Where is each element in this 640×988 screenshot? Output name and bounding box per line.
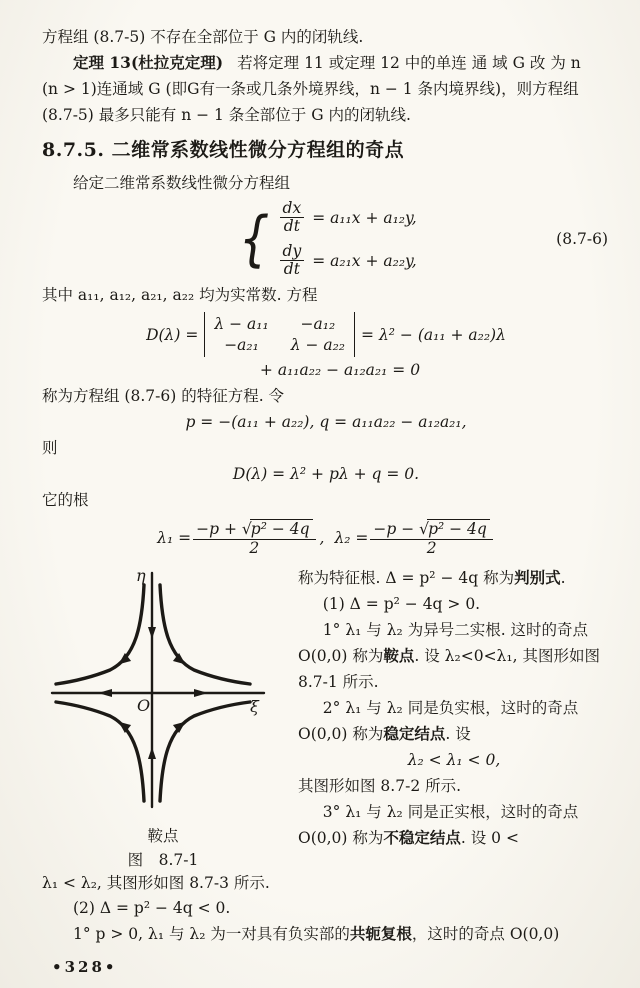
top-line-3-text: (n > 1)连通域 G (即G有一条或几条外境界线，n − 1 条内境界线)，则方程组 bbox=[42, 80, 579, 98]
determinant-matrix bbox=[204, 312, 355, 357]
fraction-denominator: dt bbox=[283, 260, 300, 279]
lambda1-num-pre: −p + √ bbox=[196, 520, 252, 539]
determinant-rhs-line-2: + a₁₁a₂₂ − a₁₂a₂₁ = 0 bbox=[259, 361, 421, 380]
roots-separator: , bbox=[319, 529, 325, 547]
xi-axis-arrow-right-icon bbox=[194, 689, 208, 697]
case-1-heading: (1) Δ = p² − 4q > 0. bbox=[322, 594, 481, 613]
bottom-line-3 bbox=[42, 921, 610, 947]
right-column bbox=[284, 565, 610, 871]
deg2-pre: 2° λ₁ 与 λ₂ 同是负实根，这时的奇点 O(0,0) 称为 bbox=[298, 698, 579, 743]
top-line-1-text: 方程组 (8.7-5) 不存在全部位于 G 内的闭轨线. bbox=[42, 28, 364, 46]
discriminant-post: . bbox=[560, 568, 566, 587]
inequality-lambda: λ₂ < λ₁ < 0, bbox=[407, 750, 501, 769]
section-heading: 8.7.5. 二维常系数线性微分方程组的奇点 bbox=[42, 139, 405, 161]
characteristic-equation: D(λ) = λ² + pλ + q = 0. bbox=[232, 465, 420, 484]
eta-axis-arrow-down-icon bbox=[148, 627, 156, 639]
case-1-deg1 bbox=[298, 617, 610, 695]
conjugate-roots-term: 共轭复根 bbox=[349, 923, 412, 943]
system-rows bbox=[278, 200, 417, 278]
eta-axis-arrow-up-icon bbox=[148, 747, 156, 759]
bottom-line-3-pre: 1° p > 0, λ₁ 与 λ₂ 为一对具有负实部的 bbox=[73, 924, 350, 943]
lambda1-denominator: 2 bbox=[249, 538, 260, 557]
top-line-4 bbox=[42, 102, 610, 128]
system-row-2 bbox=[278, 243, 417, 278]
figure-column bbox=[42, 565, 284, 871]
eta-axis-label: η bbox=[136, 565, 146, 585]
deg1-term-saddle: 鞍点 bbox=[383, 645, 415, 665]
discriminant-term: 判别式 bbox=[514, 567, 561, 587]
lambda1-numerator bbox=[193, 519, 315, 540]
figure-caption-number: 图 8.7-1 bbox=[127, 850, 199, 869]
deg2-post: . 设 bbox=[445, 724, 471, 743]
system-brace: { bbox=[239, 203, 270, 274]
matrix-cell-12: −a₁₂ bbox=[300, 315, 336, 334]
lambda2-fraction bbox=[370, 519, 492, 557]
bottom-line-3-post: ，这时的奇点 O(0,0) bbox=[411, 924, 560, 943]
theorem-heading: 定理 13(杜拉克定理) bbox=[73, 53, 224, 72]
deg1-post: . 设 λ₂<0<λ₁, 其图形如图 8.7-1 所示. bbox=[298, 646, 600, 691]
characteristic-paragraph bbox=[42, 383, 610, 409]
matrix-cell-21: −a₂₁ bbox=[224, 336, 259, 355]
fraction-dx-dt bbox=[280, 200, 305, 235]
case-1-deg2 bbox=[298, 695, 610, 747]
figure-caption-type: 鞍点 bbox=[147, 826, 179, 845]
xi-axis-arrow-left-icon bbox=[98, 689, 112, 697]
deg2-term-stable-node: 稳定结点 bbox=[383, 723, 446, 743]
lambda2-numerator bbox=[370, 519, 492, 540]
top-line-4-text: (8.7-5) 最多只能有 n − 1 条全部位于 G 内的闭轨线. bbox=[42, 106, 411, 124]
saddle-phase-portrait bbox=[42, 565, 278, 819]
fraction-numerator: dx bbox=[280, 200, 305, 218]
page-number: •328• bbox=[52, 958, 118, 976]
lambda2-radicand: p² − 4q bbox=[427, 519, 490, 539]
case-1-deg3 bbox=[298, 799, 610, 851]
lambda1-fraction bbox=[193, 519, 315, 557]
matrix-cell-22: λ − a₂₂ bbox=[290, 336, 346, 355]
determinant-lhs: D(λ) = bbox=[146, 325, 199, 344]
determinant-rhs-line-1: = λ² − (a₁₁ + a₂₂)λ bbox=[361, 325, 506, 344]
equation-number: (8.7-6) bbox=[556, 230, 608, 249]
lambda1-radicand: p² − 4q bbox=[250, 519, 313, 539]
fraction-numerator: dy bbox=[280, 243, 305, 261]
system-row-1-rhs: = a₁₁x + a₁₂y, bbox=[312, 208, 417, 227]
two-column-region bbox=[42, 565, 610, 871]
lambda1-lhs: λ₁ = bbox=[157, 529, 192, 547]
deg3-pre: 3° λ₁ 与 λ₂ 同是正实根，这时的奇点 O(0,0) 称为 bbox=[298, 802, 579, 847]
determinant-equation bbox=[42, 312, 610, 357]
bottom-line-2: (2) Δ = p² − 4q < 0. bbox=[73, 898, 231, 917]
theorem-line bbox=[42, 50, 610, 76]
section-intro-text: 给定二维常系数线性微分方程组 bbox=[73, 174, 291, 192]
trajectory-upper-right bbox=[160, 585, 250, 684]
origin-label: O bbox=[137, 695, 151, 715]
system-row-2-rhs: = a₂₁x + a₂₂y, bbox=[312, 251, 417, 270]
coefficient-text: 其中 a₁₁, a₁₂, a₂₁, a₂₂ 均为实常数. 方程 bbox=[42, 286, 318, 305]
trajectory-upper-left bbox=[56, 585, 144, 684]
fraction-denominator: dt bbox=[283, 217, 300, 236]
section-intro bbox=[42, 170, 610, 196]
equation-system-8-7-6 bbox=[42, 200, 610, 278]
lambda2-lhs: λ₂ = bbox=[334, 529, 369, 547]
roots-equation bbox=[42, 519, 610, 557]
trajectory-lower-left bbox=[56, 702, 144, 801]
figure-2-reference: 其图形如图 8.7-2 所示. bbox=[298, 776, 462, 795]
top-line-3 bbox=[42, 76, 610, 102]
discriminant-paragraph bbox=[298, 565, 610, 591]
xi-axis-label: ξ bbox=[250, 696, 259, 716]
top-paragraph bbox=[42, 24, 610, 128]
trajectory-lower-right bbox=[160, 702, 250, 801]
matrix-cell-11: λ − a₁₁ bbox=[214, 315, 269, 334]
pq-equation: p = −(a₁₁ + a₂₂), q = a₁₁a₂₂ − a₁₂a₂₁, bbox=[185, 413, 467, 432]
coefficient-paragraph bbox=[42, 282, 610, 308]
deg3-post: . 设 0 < bbox=[460, 828, 519, 847]
characteristic-text: 称为方程组 (8.7-6) 的特征方程. 令 bbox=[42, 387, 285, 406]
fraction-dy-dt bbox=[280, 243, 305, 278]
bottom-line-1: λ₁ < λ₂, 其图形如图 8.7-3 所示. bbox=[42, 873, 270, 892]
deg3-term-unstable-node: 不稳定结点 bbox=[383, 827, 461, 847]
system-row-1 bbox=[278, 200, 417, 235]
theorem-rest: 若将定理 11 或定理 12 中的单连 通 域 G 改 为 n bbox=[237, 54, 581, 72]
bottom-paragraphs bbox=[42, 871, 610, 947]
then-word: 则 bbox=[42, 439, 58, 458]
discriminant-pre: 称为特征根. Δ = p² − 4q 称为 bbox=[298, 568, 515, 587]
roots-word: 它的根 bbox=[42, 491, 89, 510]
lambda2-denominator: 2 bbox=[426, 538, 437, 557]
deg1-pre: 1° λ₁ 与 λ₂ 为异号二实根. 这时的奇点 O(0,0) 称为 bbox=[298, 620, 589, 665]
lambda2-num-pre: −p − √ bbox=[373, 520, 430, 539]
top-line-1 bbox=[42, 24, 610, 50]
